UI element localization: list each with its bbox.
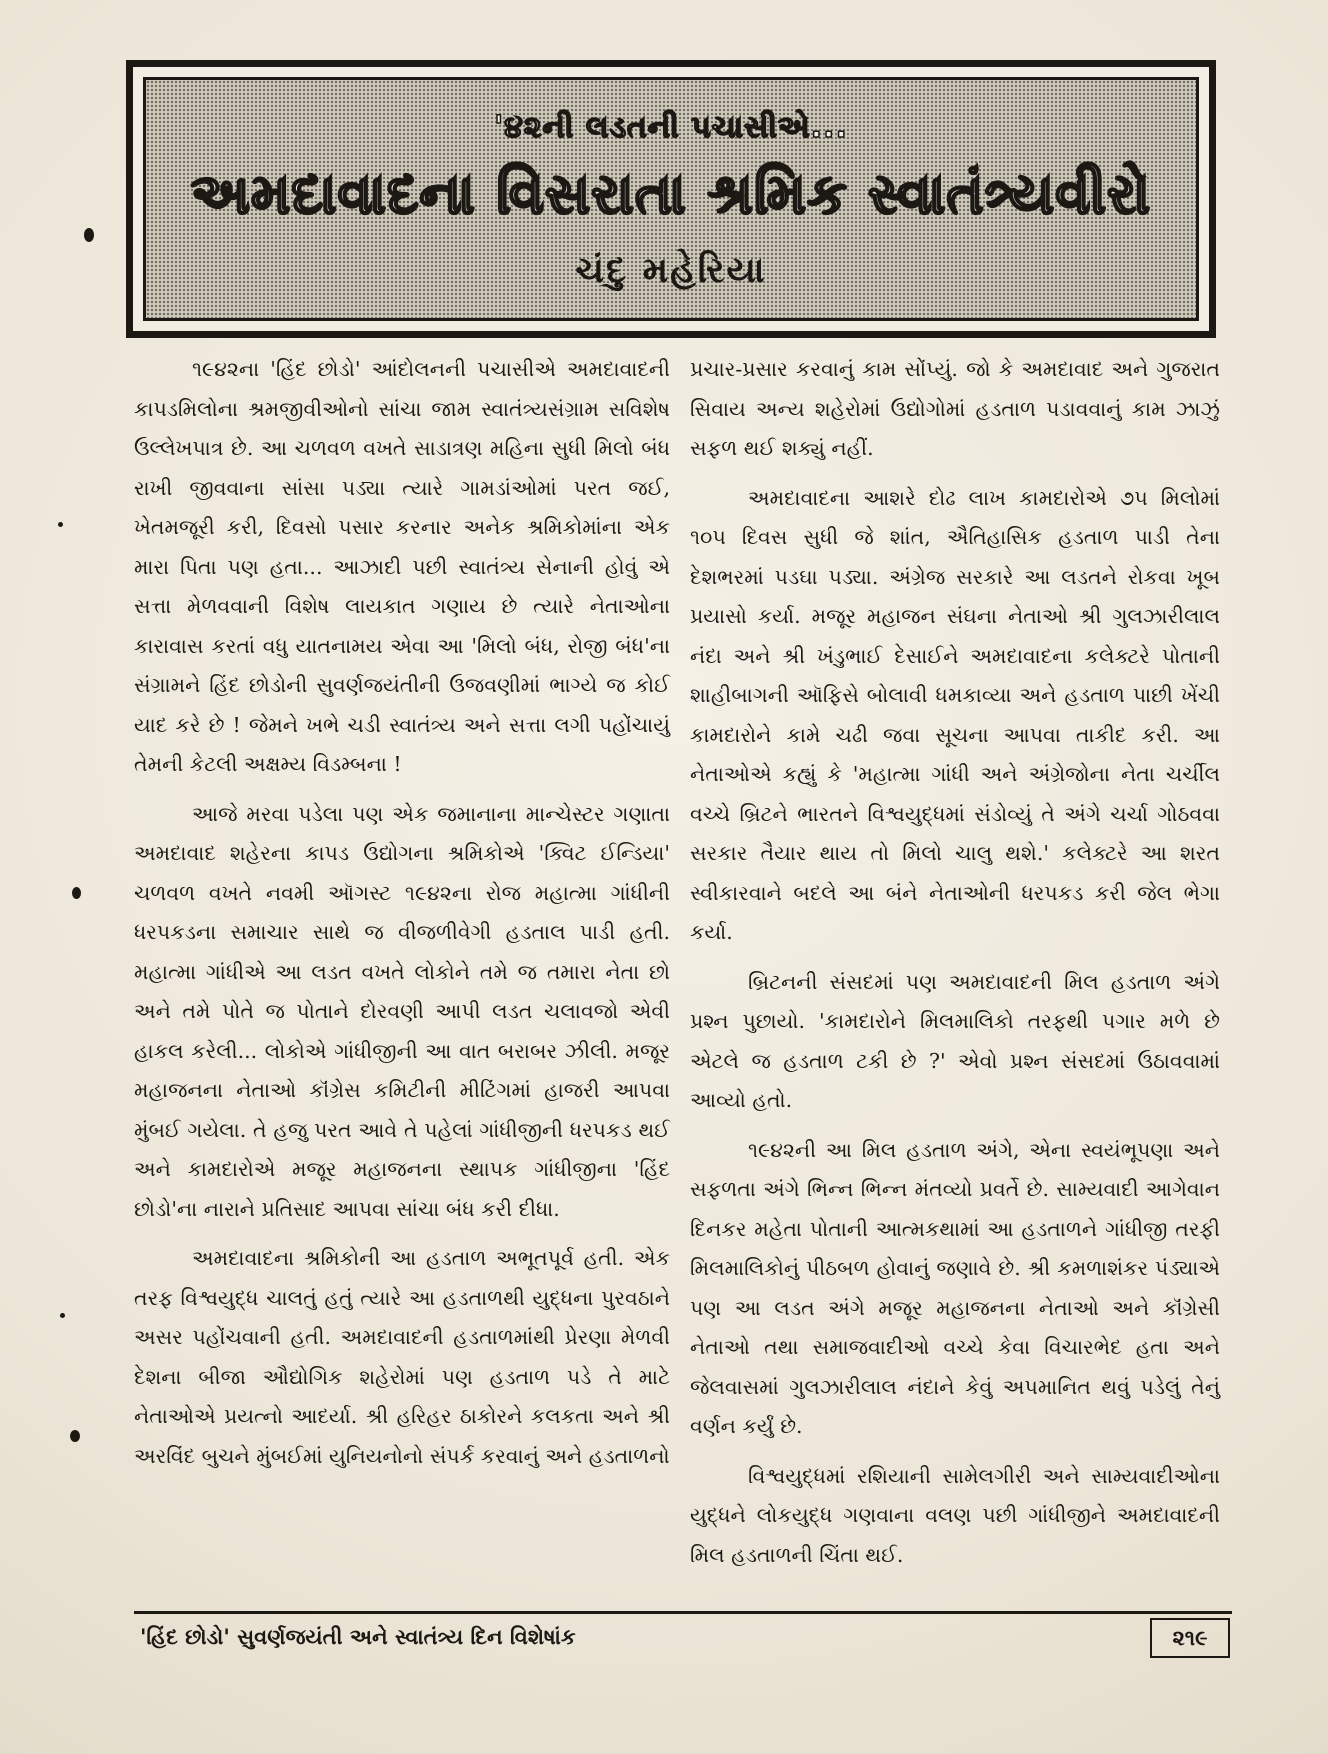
right-column — [690, 350, 1220, 1585]
article-title: અમદાવાદના વિસરાતા શ્રમિક સ્વાતંત્ર્યવીરો — [190, 162, 1152, 227]
binding-hole-mark — [72, 887, 81, 899]
speck-mark — [58, 522, 63, 527]
paragraph: આજે મરવા પડેલા પણ એક જમાનાના માન્ચેસ્ટર ગણાતા અમદાવાદ શહેરના કાપડ ઉદ્યોગના શ્રમિકોએ 'ક્વિટ ઈન્ડિયા' ચળવળ વખતે નવમી ઑગસ્ટ ૧૯૪૨ના રોજ મહાત્મા ગાંધીની ધરપકડના સમાચાર સાથે જ વીજળીવેગી હડતાલ પાડી હતી. મહાત્મા ગાંધીએ આ લડત વખતે લોકોને તમે જ તમારા નેતા છો અને તમે પોતે જ પોતાને દોરવણી આપી લડત ચલાવજો એવી હાકલ કરેલી... લોકોએ ગાંધીજીની આ વાત બરાબર ઝીલી. મજૂર મહાજનના નેતાઓ કૉંગ્રેસ કમિટીની મીટિંગમાં હાજરી આપવા મુંબઈ ગયેલા. તે હજુ પરત આવે તે પહેલાં ગાંધીજીની ધરપકડ થઈ અને કામદારોએ મજૂર મહાજનના સ્થાપક ગાંધીજીના 'હિંદ છોડો'ના નારાને પ્રતિસાદ આપવા સાંચા બંધ કરી દીધા. — [134, 801, 670, 1221]
paragraph-continued: પ્રચાર-પ્રસાર કરવાનું કામ સોંપ્યું. જો કે અમદાવાદ અને ગુજરાત સિવાય અન્ય શહેરોમાં ઉદ્યોગોમાં હડતાળ પડાવવાનું કામ ઝાઝું સફળ થઈ શક્યું નહીં. — [690, 357, 1220, 460]
left-column — [134, 350, 670, 1486]
article-kicker: '૪૨ની લડતની પચાસીએ... — [494, 110, 848, 145]
binding-hole-mark — [84, 228, 94, 242]
speck-mark — [60, 1313, 65, 1318]
paragraph: વિશ્વયુદ્ધમાં રશિયાની સામેલગીરી અને સામ્યવાદીઓના યુદ્ધને લોકયુદ્ધ ગણવાના વલણ પછી ગાંધીજીને અમદાવાદની મિલ હડતાળની ચિંતા થઈ. — [690, 1463, 1220, 1567]
paragraph: ૧૯૪૨ની આ મિલ હડતાળ અંગે, એના સ્વયંભૂપણા અને સફળતા અંગે ભિન્ન ભિન્ન મંતવ્યો પ્રવર્તે છે. સામ્યવાદી આગેવાન દિનકર મહેતા પોતાની આત્મકથામાં આ હડતાળને ગાંધીજી તરફી મિલમાલિકોનું પીઠબળ હોવાનું જણાવે છે. શ્રી કમળાશંકર પંડ્યાએ પણ આ લડત અંગે મજૂર મહાજનના નેતાઓ અને કૉંગ્રેસી નેતાઓ તથા સમાજવાદીઓ વચ્ચે કેવા વિચારભેદ હતા અને જેલવાસમાં ગુલઝારીલાલ નંદાને કેવું અપમાનિત થવું પડેલું તેનું વર્ણન કર્યું છે. — [690, 1137, 1220, 1438]
paragraph: બ્રિટનની સંસદમાં પણ અમદાવાદની મિલ હડતાળ અંગે પ્રશ્ન પુછાયો. 'કામદારોને મિલમાલિકો તરફથી પગાર મળે છે એટલે જ હડતાળ ટકી છે ?' એવો પ્રશ્ન સંસદમાં ઉઠાવવામાં આવ્યો હતો. — [690, 969, 1220, 1112]
binding-hole-mark — [70, 1430, 80, 1442]
paragraph: ૧૯૪૨ના 'હિંદ છોડો' આંદોલનની પચાસીએ અમદાવાદની કાપડમિલોના શ્રમજીવીઓનો સાંચા જામ સ્વાતંત્ર્યસંગ્રામ સવિશેષ ઉલ્લેખપાત્ર છે. આ ચળવળ વખતે સાડાત્રણ મહિના સુધી મિલો બંધ રાખી જીવવાના સાંસા પડ્યા ત્યારે ગામડાંઓમાં પરત જઈ, ખેતમજૂરી કરી, દિવસો પસાર કરનાર અનેક શ્રમિકોમાંના એક મારા પિતા પણ હતા... આઝાદી પછી સ્વાતંત્ર્ય સેનાની હોવું એ સત્તા મેળવવાની વિશેષ લાયકાત ગણાય છે ત્યારે નેતાઓના કારાવાસ કરતાં વધુ યાતનામય એવા આ 'મિલો બંધ, રોજી બંધ'ના સંગ્રામને હિંદ છોડોની સુવર્ણજયંતીની ઉજવણીમાં ભાગ્યે જ કોઈ યાદ કરે છે ! જેમને ખભે ચડી સ્વાતંત્ર્ય અને સત્તા લગી પહોંચાયું તેમની કેટલી અક્ષમ્ય વિડમ્બના ! — [134, 357, 670, 776]
title-box-inner — [143, 77, 1199, 321]
footer-divider — [134, 1611, 1232, 1614]
article-author: ચંદુ મહેરિયા — [575, 250, 767, 291]
paragraph: અમદાવાદના આશરે દોઢ લાખ કામદારોએ ૭૫ મિલોમાં ૧૦૫ દિવસ સુધી જે શાંત, ઐતિહાસિક હડતાળ પાડી તેના દેશભરમાં પડઘા પડ્યા. અંગ્રેજ સરકારે આ લડતને રોકવા ખૂબ પ્રયાસો કર્યા. મજૂર મહાજન સંઘના નેતાઓ શ્રી ગુલઝારીલાલ નંદા અને શ્રી ખંડુભાઈ દેસાઈને અમદાવાદના કલેક્ટરે પોતાની શાહીબાગની ઑફિસે બોલાવી ધમકાવ્યા અને હડતાળ પાછી ખેંચી કામદારોને કામે ચઢી જવા સૂચના આપવા તાકીદ કરી. આ નેતાઓએ કહ્યું કે 'મહાત્મા ગાંધી અને અંગ્રેજોના નેતા ચર્ચીલ વચ્ચે બ્રિટને ભારતને વિશ્વયુદ્ધમાં સંડોવ્યું તે અંગે ચર્ચા ગોઠવવા સરકાર તૈયાર થાય તો મિલો ચાલુ થશે.' કલેક્ટરે આ શરત સ્વીકારવાને બદલે આ બંને નેતાઓની ધરપકડ કરી જેલ ભેગા કર્યા. — [690, 485, 1220, 944]
paragraph: અમદાવાદના શ્રમિકોની આ હડતાળ અભૂતપૂર્વ હતી. એક તરફ વિશ્વયુદ્ધ ચાલતું હતું ત્યારે આ હડતાળથી યુદ્ધના પુરવઠાને અસર પહોંચવાની હતી. અમદાવાદની હડતાળમાંથી પ્રેરણા મેળવી દેશના બીજા ઔદ્યોગિક શહેરોમાં પણ હડતાળ પડે તે માટે નેતાઓએ પ્રયત્નો આદર્યા. શ્રી હરિહર ઠાકોરને કલકતા અને શ્રી અરવિંદ બુચને મુંબઈમાં યુનિયનોનો સંપર્ક કરવાનું અને હડતાળનો — [134, 1246, 670, 1468]
issue-label: 'હિંદ છોડો' સુવર્ણજયંતી અને સ્વાતંત્ર્ય દિન વિશેષાંક — [140, 1625, 576, 1649]
page-number: ૨૧૯ — [1150, 1618, 1230, 1658]
title-box — [126, 60, 1216, 338]
